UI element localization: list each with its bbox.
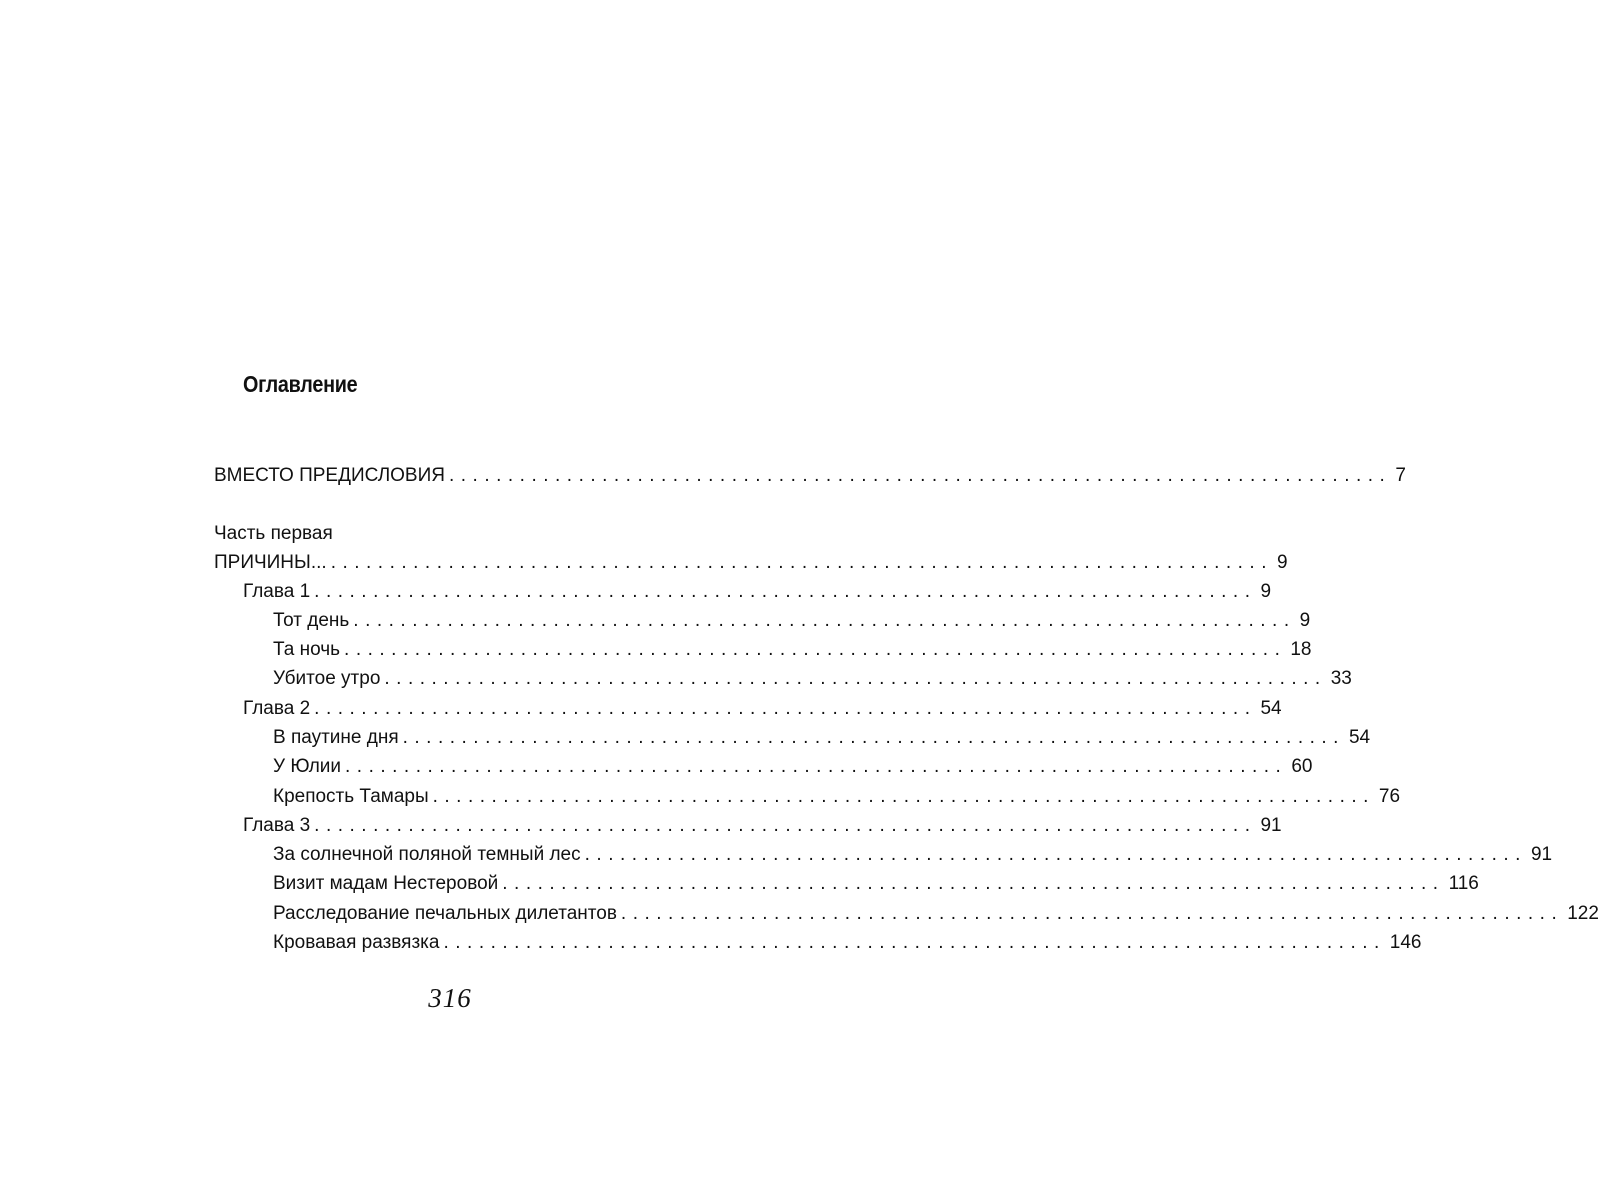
dot-leader: ................................................................................ — [584, 844, 1527, 865]
toc-entry-page: 9 — [1277, 552, 1288, 573]
toc-entry-title: Та ночь — [273, 639, 341, 660]
dot-leader: ................................................................................ — [345, 756, 1288, 777]
toc-entry-section[interactable] — [273, 606, 1311, 635]
toc-entry-part-title[interactable] — [214, 548, 1288, 577]
toc-entry-title: Глава 3 — [243, 815, 311, 836]
toc-entry-preface[interactable] — [214, 461, 1406, 490]
dot-leader: ................................................................................ — [384, 668, 1327, 689]
toc-entry-page: 7 — [1395, 465, 1406, 486]
toc-entry-chapter[interactable] — [243, 811, 1282, 840]
toc-entry-title: У Юлии — [273, 756, 342, 777]
toc-entry-section[interactable] — [273, 664, 1352, 693]
dot-leader: ................................................................................ — [443, 932, 1386, 953]
dot-leader: ................................................................................ — [620, 903, 1564, 924]
toc-entry-page: 33 — [1330, 668, 1352, 689]
toc-entry-section[interactable] — [273, 752, 1313, 781]
dot-leader: ................................................................................ — [330, 552, 1273, 573]
dot-leader: ................................................................................ — [314, 698, 1257, 719]
toc-entry-chapter[interactable] — [243, 694, 1282, 723]
toc-entry-section[interactable] — [273, 723, 1371, 752]
dot-leader: ................................................................................ — [314, 581, 1257, 602]
toc-entry-section[interactable] — [273, 840, 1553, 869]
toc-entry-title: ВМЕСТО ПРЕДИСЛОВИЯ — [214, 465, 445, 486]
toc-entry-section[interactable] — [273, 899, 1599, 928]
toc-entry-page: 91 — [1530, 844, 1553, 865]
toc-entry-title: За солнечной поляной темный лес — [273, 844, 581, 865]
toc-entry-section[interactable] — [273, 635, 1312, 664]
dot-leader: ................................................................................ — [314, 815, 1257, 836]
part-label: Часть первая — [214, 523, 333, 544]
toc-entry-page: 122 — [1567, 903, 1599, 924]
toc-entry-section[interactable] — [273, 869, 1479, 898]
toc-entry-title: Расследование печальных дилетантов — [273, 903, 617, 924]
toc-entry-page: 18 — [1290, 639, 1312, 660]
toc-entry-page: 91 — [1260, 815, 1282, 836]
toc-entry-title: ПРИЧИНЫ... — [214, 552, 327, 573]
toc-heading: Оглавление — [243, 371, 358, 397]
toc-entry-page: 9 — [1299, 610, 1311, 631]
toc-entry-title: Кровавая развязка — [273, 932, 440, 953]
toc-entry-page: 54 — [1348, 727, 1371, 748]
toc-entry-page: 76 — [1378, 786, 1401, 807]
dot-leader: ................................................................................ — [432, 786, 1375, 807]
toc-entry-title: Глава 2 — [243, 698, 311, 719]
toc-entry-page: 146 — [1389, 932, 1422, 953]
toc-entry-section[interactable] — [273, 928, 1422, 957]
dot-leader: ................................................................................ — [449, 465, 1392, 486]
dot-leader: ................................................................................ — [353, 610, 1296, 631]
toc-entry-page: 54 — [1260, 698, 1282, 719]
toc-entry-page: 116 — [1448, 873, 1479, 894]
toc-entry-section[interactable] — [273, 782, 1401, 811]
dot-leader: ................................................................................ — [502, 873, 1445, 894]
toc-entry-title: В паутине дня — [273, 727, 399, 748]
dot-leader: ................................................................................ — [402, 727, 1345, 748]
toc-entry-chapter[interactable] — [243, 577, 1272, 606]
toc-entry-title: Крепость Тамары — [273, 786, 429, 807]
toc-entry-title: Убитое утро — [273, 668, 381, 689]
toc-entry-title: Визит мадам Нестеровой — [273, 873, 499, 894]
toc-entry-page: 9 — [1260, 581, 1272, 602]
toc-entry-page: 60 — [1291, 756, 1313, 777]
toc-entry-title: Глава 1 — [243, 581, 311, 602]
toc-entry-title: Тот день — [273, 610, 350, 631]
page-number: 316 — [428, 983, 472, 1013]
dot-leader: ................................................................................ — [344, 639, 1287, 660]
